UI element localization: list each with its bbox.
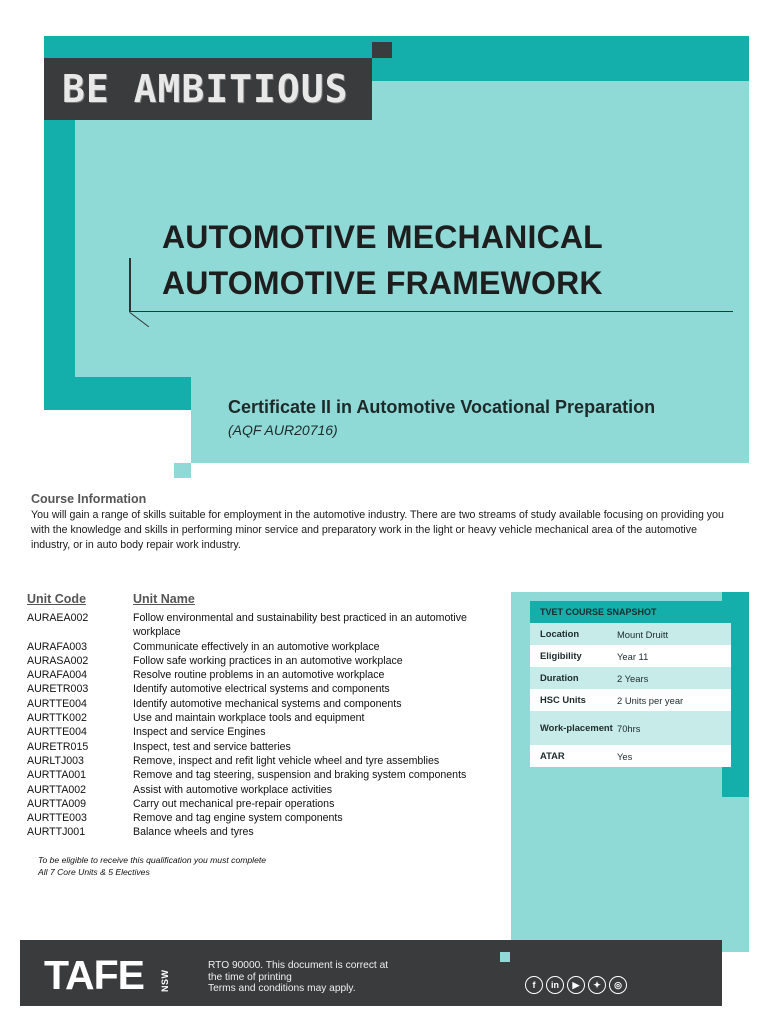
table-row [27,654,505,668]
snapshot-value: 2 Units per year [617,694,684,706]
unit-code: AURTTK002 [27,712,87,725]
note-line-1: To be eligible to receive this qualification you must complete [38,855,267,865]
unit-code: AURAFA003 [27,640,88,653]
unit-code: AURAFA004 [27,669,88,682]
twitter-icon[interactable]: ✦ [588,976,606,994]
facebook-icon[interactable]: f [525,976,543,994]
footer-line-1: RTO 90000. This document is correct at [208,960,389,971]
unit-code: AURTTE004 [27,726,87,739]
table-row [27,668,505,682]
hero-lower-left-block [44,377,191,410]
unit-name: Remove and tag engine system components [133,812,343,825]
table-row [27,725,505,739]
snapshot-key: Location [540,627,580,639]
snapshot-row [530,623,731,645]
footer-disclaimer [208,960,388,995]
snapshot-heading: TVET COURSE SNAPSHOT [530,601,731,623]
units-table [27,592,505,840]
certificate-title: Certificate II in Automotive Vocational Preparation [228,397,656,417]
footer-line-2: the time of printing [208,971,292,983]
snapshot-row [530,645,731,667]
nsw-logo-text: NSW [160,969,170,992]
table-row [27,740,505,754]
snapshot-value: Year 11 [617,650,649,662]
table-row [27,768,505,782]
snapshot-key: Duration [540,671,579,683]
snapshot-value: Mount Druitt [617,628,669,640]
footer-decor-square [500,952,510,962]
table-row [27,825,505,839]
snapshot-row [530,667,731,689]
instagram-icon[interactable]: ◎ [609,976,627,994]
unit-code: AURTTA001 [27,769,87,782]
snapshot-row [530,745,731,767]
eligibility-note [38,855,266,878]
course-snapshot-table [530,601,731,767]
title-divider-horizontal [131,311,733,312]
brand-tagline: BE AMBITIOUS [62,67,349,111]
table-row [27,797,505,811]
snapshot-row [530,689,731,711]
unit-code: AURASA002 [27,654,89,667]
table-row [27,711,505,725]
unit-code: AURTTA002 [27,783,87,796]
unit-name: Inspect, test and service batteries [133,740,291,753]
hero-certificate-panel [191,377,749,463]
unit-name: Identify automotive mechanical systems and components [133,697,402,710]
brand-corner-square [372,42,392,58]
unit-code: AURTTE004 [27,697,87,710]
unit-code: AURTTJ001 [27,826,86,839]
social-links [525,976,627,994]
table-row [27,697,505,711]
table-row [27,811,505,825]
unit-code: AURTTE003 [27,812,87,825]
unit-name: Carry out mechanical pre-repair operations [133,797,335,810]
title-line-1: AUTOMOTIVE MECHANICAL [162,219,603,255]
unit-name: Follow safe working practices in an automotive workplace [133,654,403,667]
table-row [27,682,505,696]
unit-code-header: Unit Code [27,592,87,606]
unit-name: Remove and tag steering, suspension and braking system components [133,769,467,782]
decor-square [174,463,191,478]
brand-banner [44,58,372,120]
footer-line-3: Terms and conditions may apply. [208,983,356,995]
unit-name: Inspect and service Engines [133,726,266,739]
snapshot-value: Yes [617,750,633,762]
unit-code: AURTTA009 [27,797,87,810]
unit-name: Resolve routine problems in an automotive workplace [133,669,385,682]
snapshot-value: 70hrs [617,722,641,734]
tafe-logo: TAFE [44,952,145,998]
aqf-code: (AQF AUR20716) [228,422,338,438]
unit-name: Balance wheels and tyres [133,826,254,839]
table-row [27,640,505,654]
unit-name: Use and maintain workplace tools and equipment [133,712,365,725]
table-row [27,783,505,797]
note-line-2: All 7 Core Units & 5 Electives [38,866,150,877]
title-line-2: AUTOMOTIVE FRAMEWORK [162,265,603,301]
snapshot-key: ATAR [540,749,565,761]
title-divider-vertical [129,258,131,312]
youtube-icon[interactable]: ▶ [567,976,585,994]
unit-name: Identify automotive electrical systems and components [133,683,390,696]
page-title [162,214,603,306]
snapshot-key: Work-placement [540,721,613,733]
units-table-header [27,592,505,606]
snapshot-key: Eligibility [540,649,582,661]
table-row [27,611,505,640]
unit-name: Assist with automotive workplace activities [133,783,333,796]
unit-code: AURLTJ003 [27,754,84,767]
snapshot-key: HSC Units [540,693,586,705]
unit-name: Communicate effectively in an automotive workplace [133,640,380,653]
unit-name-header: Unit Name [133,592,195,606]
table-row [27,754,505,768]
snapshot-row [530,711,731,745]
unit-code: AURETR003 [27,683,89,696]
unit-code: AURAEA002 [27,612,89,624]
unit-code: AURETR015 [27,740,89,753]
unit-name: Remove, inspect and refit light vehicle wheel and tyre assemblies [133,754,440,767]
course-info-heading: Course Information [31,492,147,506]
snapshot-value: 2 Years [617,672,649,684]
course-info-body: You will gain a range of skills suitable for employment in the automotive industry. There are two streams of study available focusing on providing you with the knowledge and skills in performing minor service and preparatory work in the light or heavy vehicle mechanical area of the automotive industry, or in auto body repair work industry. [31,509,724,551]
linkedin-icon[interactable]: in [546,976,564,994]
unit-name: Follow environmental and sustainability best practiced in an automotive workplace [133,612,467,639]
